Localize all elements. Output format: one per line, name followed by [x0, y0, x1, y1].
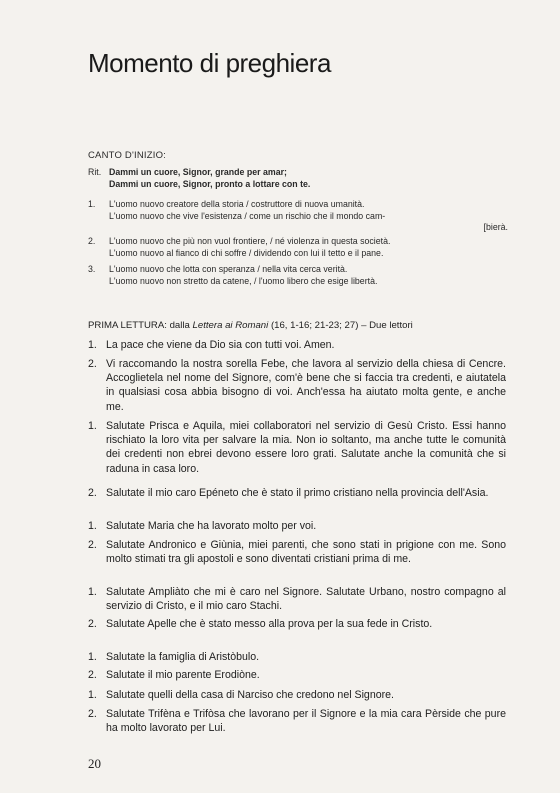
stanza-line: L'uomo nuovo al fianco di chi soffre / dividendo con lui il tetto e il pane.: [109, 247, 384, 258]
verse-text: Salutate quelli della casa di Narciso che credono nel Signore.: [106, 689, 394, 701]
reader-number: 1.: [88, 420, 97, 432]
stanza-line: L'uomo nuovo che vive l'esistenza / come un rischio che il mondo cam-: [109, 210, 386, 221]
page-title: Momento di preghiera: [88, 48, 331, 78]
verse-text: Salutate Trifèna e Trifòsa che lavorano per il Signore e la mia cara Pèrside che pure ha molto lavorato per Lui.: [106, 708, 506, 735]
reading-from: dalla: [169, 320, 190, 331]
stanza-number: 1.: [88, 199, 96, 209]
verse-text: Salutate Prisca e Aquila, miei collaboratori nel servizio di Gesù Cristo. Essi hanno rischiato la loro vita per salvare la mia. Non io soltanto, ma anche tutte le comunità dei credenti non ebrei devono essere loro grati. Salutate anche la comunità che si raduna in casa loro.: [106, 420, 506, 475]
reader-number: 1.: [88, 339, 97, 351]
page-number: 20: [88, 756, 101, 771]
verse-text: Salutate la famiglia di Aristòbulo.: [106, 651, 260, 663]
reader-number: 2.: [88, 358, 97, 370]
reading-heading: [88, 320, 508, 331]
reader-number: 1.: [88, 689, 97, 701]
reader-number: 2.: [88, 708, 97, 720]
refrain-label: Rit.: [88, 167, 102, 177]
stanza-number: 3.: [88, 264, 96, 274]
verse-text: Salutate il mio parente Erodiòne.: [106, 669, 260, 681]
reading-label: PRIMA LETTURA:: [88, 320, 167, 331]
reader-number: 1.: [88, 651, 97, 663]
verse-text: Salutate Maria che ha lavorato molto per voi.: [106, 520, 317, 532]
stanza-line: L'uomo nuovo che più non vuol frontiere, / né violenza in questa società.: [109, 236, 391, 246]
reader-number: 1.: [88, 586, 97, 598]
reader-number: 2.: [88, 487, 97, 499]
stanza-line-continuation: [bierà.: [483, 222, 508, 232]
stanza-number: 2.: [88, 236, 96, 246]
reader-number: 2.: [88, 669, 97, 681]
refrain-line: Dammi un cuore, Signor, pronto a lottare con te.: [109, 178, 311, 189]
verse-text: Salutate Andronico e Giùnia, miei parenti, che sono stati in prigione con me. Sono molto stimati tra gli apostoli e sono diventati cristiani prima di me.: [106, 539, 506, 566]
verse-text: La pace che viene da Dio sia con tutti voi. Amen.: [106, 339, 335, 351]
stanza-line: L'uomo nuovo non stretto da catene, / l'uomo libero che esige libertà.: [109, 275, 378, 286]
verse-text: Salutate il mio caro Epéneto che è stato il primo cristiano nella provincia dell'Asia.: [106, 487, 489, 499]
verse-text: Vi raccomando la nostra sorella Febe, che lavora al servizio della chiesa di Cencre. Accoglietela nel nome del Signore, com'è bene che si faccia tra credenti, e aiutatela in qualsiasi cosa abbia bisogno di voi. Anch'essa ha aiutato molta gente, e anche me.: [106, 358, 506, 413]
reader-number: 2.: [88, 539, 97, 551]
reader-number: 1.: [88, 520, 97, 532]
reading-reference: (16, 1-16; 21-23; 27) – Due lettori: [270, 320, 413, 331]
canto-heading: CANTO D'INIZIO:: [88, 150, 167, 161]
verse-text: Salutate Ampliàto che mi è caro nel Signore. Salutate Urbano, nostro compagno al servizio di Cristo, e il mio caro Stachi.: [106, 586, 506, 613]
refrain-line: Dammi un cuore, Signor, grande per amar;: [109, 167, 287, 177]
reader-number: 2.: [88, 618, 97, 630]
stanza-line: L'uomo nuovo creatore della storia / costruttore di nuova umanità.: [109, 199, 365, 209]
reading-book: Lettera ai Romani: [192, 320, 269, 331]
stanza-line: L'uomo nuovo che lotta con speranza / nella vita cerca verità.: [109, 264, 348, 274]
verse-text: Salutate Apelle che è stato messo alla prova per la sua fede in Cristo.: [106, 618, 433, 630]
